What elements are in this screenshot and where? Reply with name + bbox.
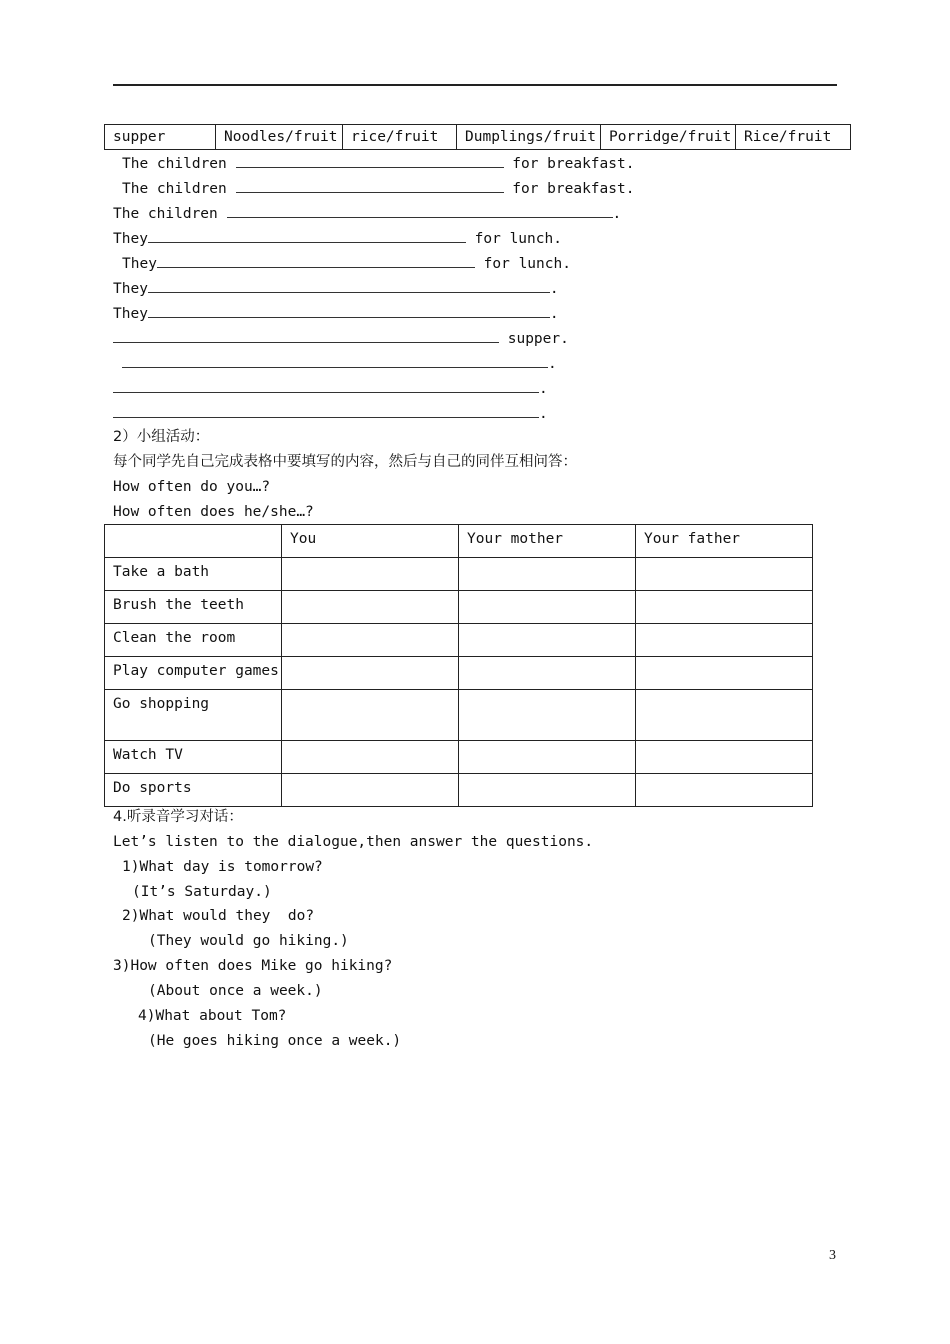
answer-blank[interactable] [122,353,548,368]
header-cell: You [282,525,459,558]
meal-cell: rice/fruit [343,125,457,150]
question-prompt: How often do you…? [113,479,271,495]
table-row [105,624,813,657]
answer-blank[interactable] [236,178,504,193]
activity-cell: Clean the room [105,624,282,657]
question-prompt: How often does he/she…? [113,504,314,520]
dialogue-question: 3)How often does Mike go hiking? [113,958,393,974]
dialogue-answer: (They would go hiking.) [148,933,349,949]
dialogue-question: 1)What day is tomorrow? [122,859,323,875]
line-text: . [549,281,559,297]
page-number: 3 [829,1248,836,1263]
blank-line-3 [113,203,621,224]
blank-line-7 [113,303,559,324]
answer-blank[interactable] [157,253,475,268]
line-text: The children [122,181,227,197]
meal-table [104,124,851,150]
answer-cell[interactable] [459,774,636,807]
answer-cell[interactable] [459,690,636,741]
line-text: . [539,381,548,397]
dialogue-question: 4)What about Tom? [138,1008,287,1024]
frequency-table [104,524,813,807]
meal-cell: Porridge/fruit [601,125,736,150]
answer-cell[interactable] [636,591,813,624]
blank-line-6 [113,278,559,299]
meal-label-cell: supper [105,125,216,150]
table-row [105,690,813,741]
dialogue-intro: Let’s listen to the dialogue,then answer the questions. [113,834,594,850]
meal-cell: Rice/fruit [736,125,851,150]
line-text: for lunch. [483,256,571,272]
line-text: for lunch. [474,231,562,247]
answer-cell[interactable] [459,624,636,657]
answer-cell[interactable] [282,591,459,624]
line-text: They [113,281,148,297]
answer-cell[interactable] [636,690,813,741]
answer-cell[interactable] [636,558,813,591]
meal-cell: Noodles/fruit [216,125,343,150]
answer-cell[interactable] [459,591,636,624]
answer-cell[interactable] [636,624,813,657]
line-text: The children [122,156,227,172]
table-row [105,741,813,774]
header-rule [113,84,837,86]
activity-cell: Take a bath [105,558,282,591]
answer-cell[interactable] [282,558,459,591]
answer-cell[interactable] [282,624,459,657]
answer-cell[interactable] [636,774,813,807]
answer-blank[interactable] [236,153,504,168]
line-text: They [113,306,148,322]
answer-cell[interactable] [636,657,813,690]
header-cell: Your mother [459,525,636,558]
activity-cell: Brush the teeth [105,591,282,624]
dialogue-answer: (It’s Saturday.) [132,884,272,900]
line-text: They [122,256,157,272]
line-text: . [548,356,557,372]
line-text: supper. [507,331,569,347]
activity-cell: Watch TV [105,741,282,774]
answer-blank[interactable] [113,378,539,393]
group-instruction: 每个同学先自己完成表格中要填写的内容，然后与自己的同伴互相问答： [113,454,577,470]
answer-blank[interactable] [148,303,550,318]
blank-line-10 [113,378,548,399]
blank-line-1 [122,153,634,174]
blank-line-8 [113,328,569,349]
table-row [105,125,851,150]
dialogue-answer: (About once a week.) [148,983,323,999]
answer-cell[interactable] [282,690,459,741]
group-heading: 2）小组活动： [113,429,210,445]
table-header-row [105,525,813,558]
line-text: They [113,231,148,247]
answer-cell[interactable] [636,741,813,774]
meal-cell: Dumplings/fruit [457,125,601,150]
activity-cell: Play computer games [105,657,282,690]
header-cell: Your father [636,525,813,558]
activity-cell: Go shopping [105,690,282,741]
blank-line-4 [113,228,562,249]
answer-blank[interactable] [113,328,499,343]
answer-blank[interactable] [113,403,539,418]
answer-blank[interactable] [148,278,550,293]
activity-cell: Do sports [105,774,282,807]
blank-line-2 [122,178,634,199]
table-row [105,774,813,807]
header-cell [105,525,282,558]
table-row [105,558,813,591]
answer-cell[interactable] [282,657,459,690]
answer-blank[interactable] [227,203,613,218]
blank-line-9 [122,353,557,374]
table-row [105,591,813,624]
line-text: . [549,306,559,322]
answer-cell[interactable] [459,657,636,690]
line-text: The children [113,206,218,222]
line-text: . [539,406,548,422]
dialogue-question: 2)What would they do? [122,908,315,924]
answer-cell[interactable] [459,558,636,591]
dialogue-answer: (He goes hiking once a week.) [148,1033,402,1049]
answer-cell[interactable] [282,741,459,774]
answer-cell[interactable] [459,741,636,774]
blank-line-5 [122,253,571,274]
answer-blank[interactable] [148,228,466,243]
table-row [105,657,813,690]
line-text: for breakfast. [512,181,635,197]
blank-line-11 [113,403,548,424]
dialogue-heading: 4.听录音学习对话： [113,809,243,825]
line-text: for breakfast. [512,156,635,172]
answer-cell[interactable] [282,774,459,807]
line-text: . [612,206,622,222]
